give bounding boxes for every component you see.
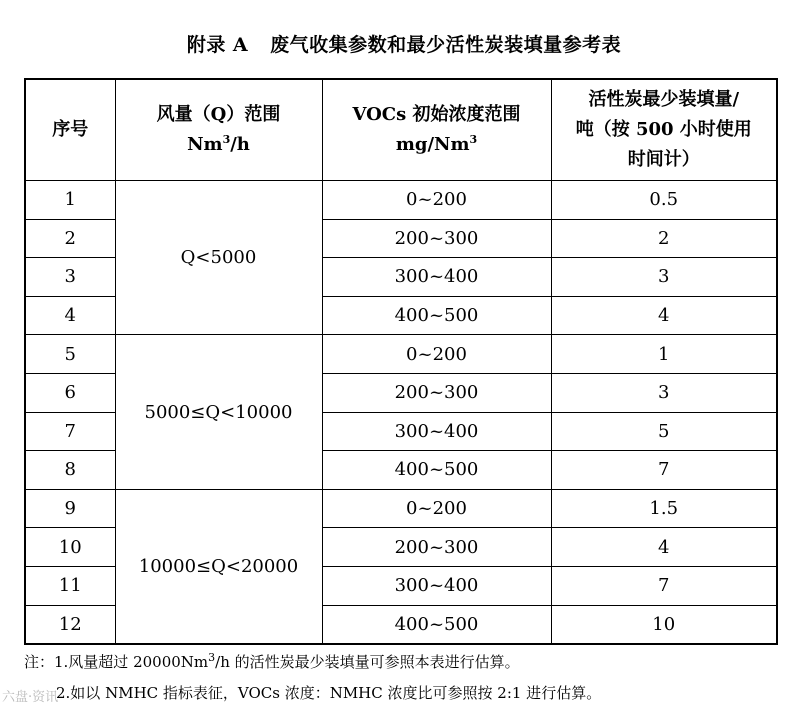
reference-table [24, 78, 778, 645]
note-1: 注：1.风量超过 20000Nm$^3$/h 的活性炭最少装填量可参照本表进行估算。 [24, 651, 520, 671]
header-voc-unit: mg/Nm$^3$ [395, 133, 478, 155]
carbon-amount-cell: 4 [551, 528, 777, 567]
seq-cell: 12 [25, 605, 115, 644]
header-flow-label: 风量（Q）范围 [156, 104, 281, 125]
voc-range-cell: 400~500 [322, 296, 551, 335]
header-flow [115, 79, 322, 181]
carbon-amount-cell: 2 [551, 219, 777, 258]
voc-range-cell: 300~400 [322, 566, 551, 605]
header-carbon-line3: 时间计） [627, 149, 700, 170]
header-carbon-line2: 吨（按 500 小时使用 [575, 119, 752, 140]
seq-cell: 3 [25, 258, 115, 297]
voc-range-cell: 0~200 [322, 489, 551, 528]
voc-range-cell: 400~500 [322, 605, 551, 644]
voc-range-cell: 200~300 [322, 373, 551, 412]
seq-cell: 1 [25, 181, 115, 220]
appendix-label: 附录 A [186, 34, 249, 56]
seq-cell: 4 [25, 296, 115, 335]
header-voc [322, 79, 551, 181]
voc-range-cell: 300~400 [322, 412, 551, 451]
voc-range-cell: 200~300 [322, 528, 551, 567]
table-body [25, 181, 777, 645]
seq-cell: 7 [25, 412, 115, 451]
carbon-amount-cell: 1 [551, 335, 777, 374]
carbon-amount-cell: 4 [551, 296, 777, 335]
seq-cell: 5 [25, 335, 115, 374]
voc-range-cell: 200~300 [322, 219, 551, 258]
table-row [25, 181, 777, 220]
carbon-amount-cell: 7 [551, 566, 777, 605]
table-row [25, 335, 777, 374]
header-seq-label: 序号 [52, 119, 89, 140]
seq-cell: 6 [25, 373, 115, 412]
carbon-amount-cell: 5 [551, 412, 777, 451]
note-2: 2.如以 NMHC 指标表征，VOCs 浓度：NMHC 浓度比可参照按 2:1 进行估算。 [56, 684, 602, 702]
table-title: 废气收集参数和最少活性炭装填量参考表 [270, 34, 622, 56]
header-voc-label: VOCs 初始浓度范围 [352, 104, 521, 125]
flow-range-cell: 5000≤Q<10000 [115, 335, 322, 489]
header-flow-unit: Nm$^3$/h [187, 133, 250, 155]
flow-range-cell: 10000≤Q<20000 [115, 489, 322, 644]
seq-cell: 8 [25, 451, 115, 490]
voc-range-cell: 0~200 [322, 181, 551, 220]
seq-cell: 10 [25, 528, 115, 567]
header-carbon-line1: 活性炭最少装填量/ [588, 89, 740, 110]
table-notes [24, 652, 601, 703]
voc-range-cell: 300~400 [322, 258, 551, 297]
seq-cell: 11 [25, 566, 115, 605]
carbon-amount-cell: 0.5 [551, 181, 777, 220]
header-seq [25, 79, 115, 181]
flow-range-cell: Q<5000 [115, 181, 322, 335]
carbon-amount-cell: 3 [551, 373, 777, 412]
seq-cell: 9 [25, 489, 115, 528]
document-title [0, 30, 808, 57]
table-row [25, 489, 777, 528]
watermark-logo: 六盘·资讯 [2, 690, 59, 705]
seq-cell: 2 [25, 219, 115, 258]
carbon-amount-cell: 7 [551, 451, 777, 490]
voc-range-cell: 0~200 [322, 335, 551, 374]
voc-range-cell: 400~500 [322, 451, 551, 490]
carbon-amount-cell: 3 [551, 258, 777, 297]
carbon-amount-cell: 1.5 [551, 489, 777, 528]
header-carbon [551, 79, 777, 181]
carbon-amount-cell: 10 [551, 605, 777, 644]
header-row [25, 79, 777, 181]
